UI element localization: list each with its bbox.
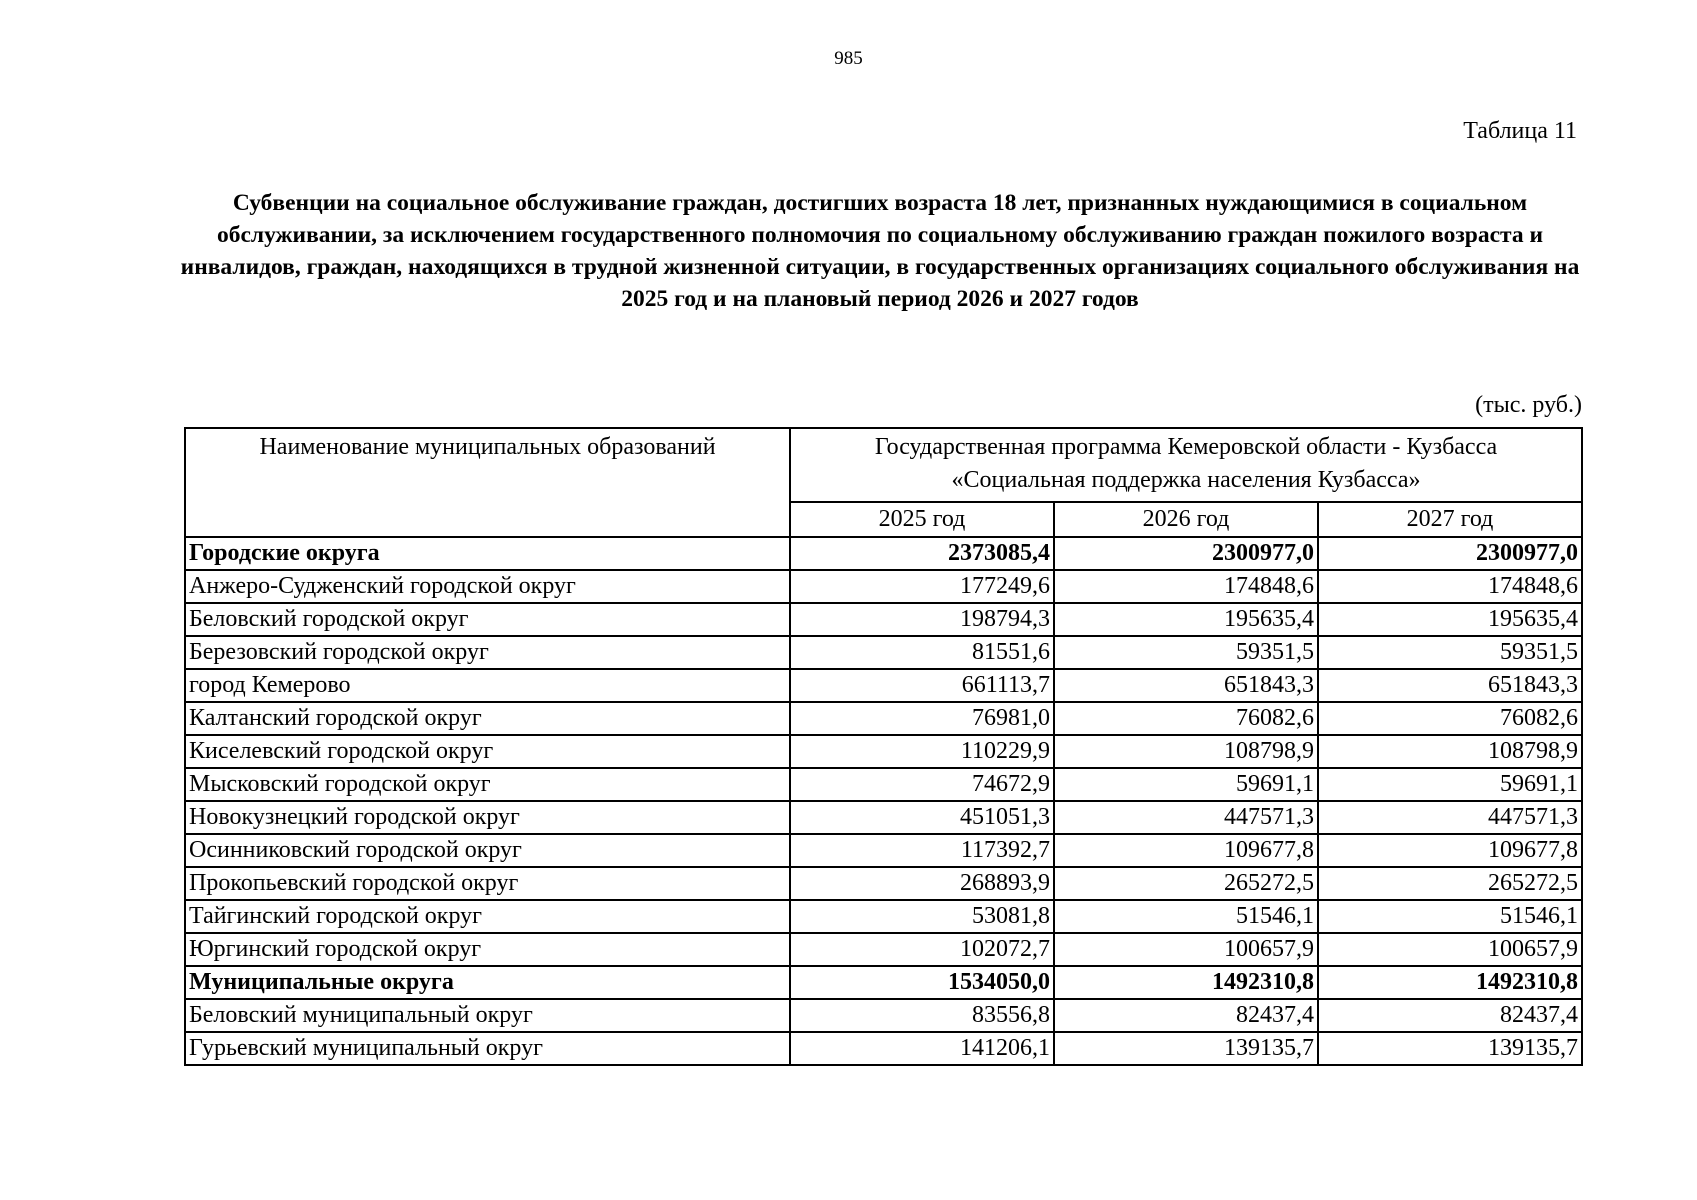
cell-2027: 139135,7	[1318, 1032, 1582, 1065]
cell-2026: 1492310,8	[1054, 966, 1318, 999]
cell-name: Беловский муниципальный округ	[185, 999, 790, 1032]
cell-2027: 51546,1	[1318, 900, 1582, 933]
cell-2026: 82437,4	[1054, 999, 1318, 1032]
cell-2026: 139135,7	[1054, 1032, 1318, 1065]
cell-name: Киселевский городской округ	[185, 735, 790, 768]
cell-name: Осинниковский городской округ	[185, 834, 790, 867]
table-row	[185, 801, 1582, 834]
cell-name: Прокопьевский городской округ	[185, 867, 790, 900]
cell-2026: 195635,4	[1054, 603, 1318, 636]
cell-2027: 651843,3	[1318, 669, 1582, 702]
cell-2027: 265272,5	[1318, 867, 1582, 900]
cell-2027: 59351,5	[1318, 636, 1582, 669]
cell-2027: 82437,4	[1318, 999, 1582, 1032]
cell-2025: 268893,9	[790, 867, 1054, 900]
cell-name: Новокузнецкий городской округ	[185, 801, 790, 834]
header-name-column: Наименование муниципальных образований	[185, 428, 790, 537]
table-row	[185, 1032, 1582, 1065]
cell-name: Тайгинский городской округ	[185, 900, 790, 933]
cell-2026: 174848,6	[1054, 570, 1318, 603]
cell-2025: 141206,1	[790, 1032, 1054, 1065]
cell-2025: 76981,0	[790, 702, 1054, 735]
cell-2027: 108798,9	[1318, 735, 1582, 768]
cell-2027: 100657,9	[1318, 933, 1582, 966]
subventions-table	[184, 427, 1583, 1066]
header-program-line2: «Социальная поддержка населения Кузбасса»	[951, 467, 1421, 493]
table-row	[185, 999, 1582, 1032]
cell-2025: 81551,6	[790, 636, 1054, 669]
cell-2027: 195635,4	[1318, 603, 1582, 636]
cell-2025: 177249,6	[790, 570, 1054, 603]
cell-2026: 109677,8	[1054, 834, 1318, 867]
cell-2027: 76082,6	[1318, 702, 1582, 735]
cell-2025: 102072,7	[790, 933, 1054, 966]
table-row	[185, 702, 1582, 735]
cell-2027: 1492310,8	[1318, 966, 1582, 999]
units-label: (тыс. руб.)	[1475, 392, 1582, 418]
table-row	[185, 636, 1582, 669]
table-row-group-total	[185, 966, 1582, 999]
cell-name: город Кемерово	[185, 669, 790, 702]
cell-2027: 174848,6	[1318, 570, 1582, 603]
page-number: 985	[834, 48, 863, 69]
cell-2025: 74672,9	[790, 768, 1054, 801]
cell-2026: 100657,9	[1054, 933, 1318, 966]
header-program-line1: Государственная программа Кемеровской области - Кузбасса	[874, 434, 1498, 460]
cell-2025: 451051,3	[790, 801, 1054, 834]
table-row	[185, 900, 1582, 933]
cell-name: Гурьевский муниципальный округ	[185, 1032, 790, 1065]
header-program	[790, 428, 1582, 502]
cell-2027: 59691,1	[1318, 768, 1582, 801]
cell-2027: 2300977,0	[1318, 537, 1582, 570]
table-row	[185, 669, 1582, 702]
cell-2026: 76082,6	[1054, 702, 1318, 735]
cell-2027: 447571,3	[1318, 801, 1582, 834]
cell-2027: 109677,8	[1318, 834, 1582, 867]
cell-2026: 51546,1	[1054, 900, 1318, 933]
cell-2026: 59351,5	[1054, 636, 1318, 669]
cell-2025: 117392,7	[790, 834, 1054, 867]
cell-name: Анжеро-Судженский городской округ	[185, 570, 790, 603]
cell-2025: 53081,8	[790, 900, 1054, 933]
header-year-2026: 2026 год	[1054, 502, 1318, 537]
table-row	[185, 834, 1582, 867]
header-year-2025: 2025 год	[790, 502, 1054, 537]
table-label: Таблица 11	[1463, 118, 1577, 144]
cell-2025: 83556,8	[790, 999, 1054, 1032]
cell-2026: 265272,5	[1054, 867, 1318, 900]
table-row	[185, 603, 1582, 636]
cell-name: Городские округа	[185, 537, 790, 570]
table-row	[185, 933, 1582, 966]
table-row	[185, 867, 1582, 900]
cell-2026: 59691,1	[1054, 768, 1318, 801]
table-body	[185, 537, 1582, 1065]
document-title: Субвенции на социальное обслуживание граждан, достигших возраста 18 лет, признанных нуждающимися в социальном обслуживании, за исключением государственного полномочия по социальному обслуживанию граждан пожилого возраста и инвалидов, граждан, находящихся в трудной жизненной ситуации, в государственных организациях социального обслуживания на 2025 год и на плановый период 2026 и 2027 годов	[180, 190, 1580, 312]
cell-2025: 1534050,0	[790, 966, 1054, 999]
cell-name: Беловский городской округ	[185, 603, 790, 636]
cell-name: Мысковский городской округ	[185, 768, 790, 801]
cell-name: Юргинский городской округ	[185, 933, 790, 966]
cell-2026: 447571,3	[1054, 801, 1318, 834]
cell-2026: 2300977,0	[1054, 537, 1318, 570]
cell-name: Калтанский городской округ	[185, 702, 790, 735]
cell-2026: 651843,3	[1054, 669, 1318, 702]
cell-2025: 198794,3	[790, 603, 1054, 636]
cell-name: Березовский городской округ	[185, 636, 790, 669]
cell-2025: 110229,9	[790, 735, 1054, 768]
cell-2025: 661113,7	[790, 669, 1054, 702]
table-row	[185, 768, 1582, 801]
header-year-2027: 2027 год	[1318, 502, 1582, 537]
table-row	[185, 735, 1582, 768]
cell-name: Муниципальные округа	[185, 966, 790, 999]
cell-2025: 2373085,4	[790, 537, 1054, 570]
table-row-group-total	[185, 537, 1582, 570]
table-row	[185, 570, 1582, 603]
cell-2026: 108798,9	[1054, 735, 1318, 768]
